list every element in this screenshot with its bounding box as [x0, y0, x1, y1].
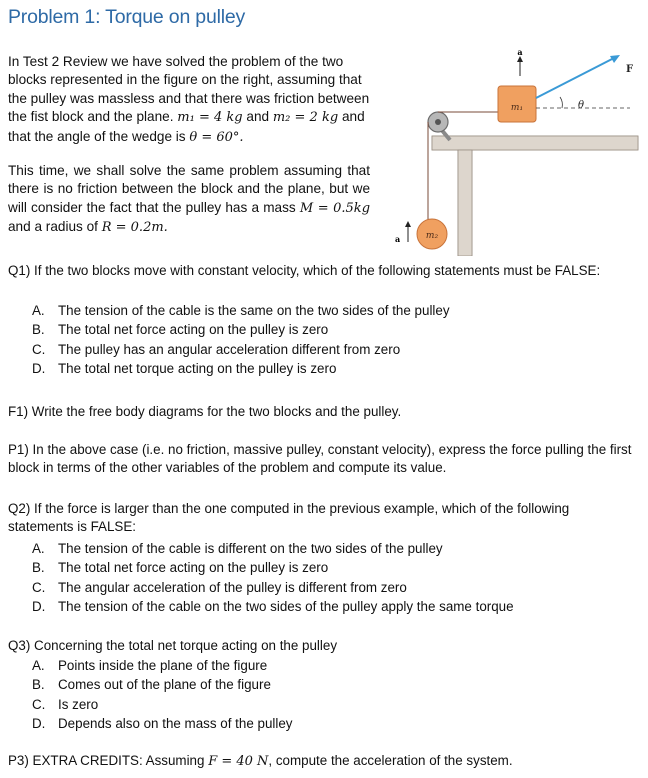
intro-text: In Test 2 Review we have solved the problem of the two blocks represented in the figure on the right, assuming that the pulley was massless and that there was friction between the fist block and the plane. [8, 54, 370, 125]
pulley-hub [435, 119, 441, 125]
q3-option-a: A. Points inside the plane of the figure [32, 658, 268, 673]
task-p3 [8, 752, 638, 771]
p3-force-expression: F = 40 N [208, 754, 269, 769]
accel-arrow-left-head [405, 221, 411, 227]
question-q1: Q1) If the two blocks move with constant velocity, which of the following statements must be FALSE: [8, 263, 601, 278]
pulley-figure [380, 46, 642, 256]
label-m2: m₂ [425, 231, 439, 241]
label-m1: m₁ [510, 103, 524, 113]
intro-and: and [246, 109, 270, 125]
intro-text-2: and that the angle of the wedge is [8, 109, 365, 144]
question-q2: Q2) If the force is larger than the one computed in the previous example, which of the following statements is FALSE: [8, 501, 570, 535]
q2-options [32, 539, 514, 617]
label-a-left: a [395, 234, 401, 244]
page-title: Problem 1: Torque on pulley [8, 6, 246, 28]
radius-expression: R = 0.2m. [101, 220, 168, 236]
q2-option-c: C. The angular acceleration of the pulley is different from zero [32, 579, 407, 595]
label-theta: θ [578, 100, 585, 111]
table-leg [458, 150, 472, 256]
q1-option-a: A. The tension of the cable is the same on the two sides of the pulley [32, 303, 450, 318]
m2-expression: m₂ = 2 kg [272, 110, 339, 126]
q2-option-d: D. The tension of the cable on the two sides of the pulley apply the same torque [32, 599, 514, 615]
q2-option-a: A. The tension of the cable is different on the two sides of the pulley [32, 541, 443, 556]
question-q3: Q3) Concerning the total net torque acting on the pulley [8, 638, 338, 653]
p3-suffix: , compute the acceleration of the system. [268, 753, 513, 768]
q1-option-d: D. The total net torque acting on the pulley is zero [32, 361, 337, 377]
label-a-top: a [517, 47, 523, 57]
force-arrow [536, 58, 614, 98]
label-F: F [626, 64, 634, 75]
q1-options [32, 301, 450, 379]
intro-paragraph-2 [8, 162, 370, 238]
angle-arc [560, 97, 562, 108]
intro2-text-2: and a radius of [8, 219, 98, 235]
intro2-text: This time, we shall solve the same problem assuming that there is no friction between the block and the plane, but we will consider the fact that the pulley has a mass [8, 163, 370, 215]
task-f1: F1) Write the free body diagrams for the two blocks and the pulley. [8, 404, 402, 419]
q1-option-c: C. The pulley has an angular acceleration different from zero [32, 341, 401, 357]
p3-prefix: P3) EXTRA CREDITS: Assuming [8, 753, 205, 768]
q2-option-b: B. The total net force acting on the pulley is zero [32, 560, 329, 576]
task-p1: P1) In the above case (i.e. no friction, massive pulley, constant velocity), express the force pulling the first block in terms of the other variables of the problem and compute its value. [8, 442, 632, 476]
m1-expression: m₁ = 4 kg [177, 110, 243, 126]
q3-option-d: D. Depends also on the mass of the pulley [32, 716, 293, 732]
table-top [432, 136, 638, 150]
q3-option-b: B. Comes out of the plane of the figure [32, 677, 271, 693]
q1-option-b: B. The total net force acting on the pulley is zero [32, 322, 329, 338]
q3-option-c: C. Is zero [32, 696, 99, 712]
q3-options [32, 656, 292, 734]
theta-expression: θ = 60°. [189, 129, 244, 145]
mass-expression: M = 0.5kg [299, 200, 371, 216]
intro-paragraph-1 [8, 53, 370, 147]
